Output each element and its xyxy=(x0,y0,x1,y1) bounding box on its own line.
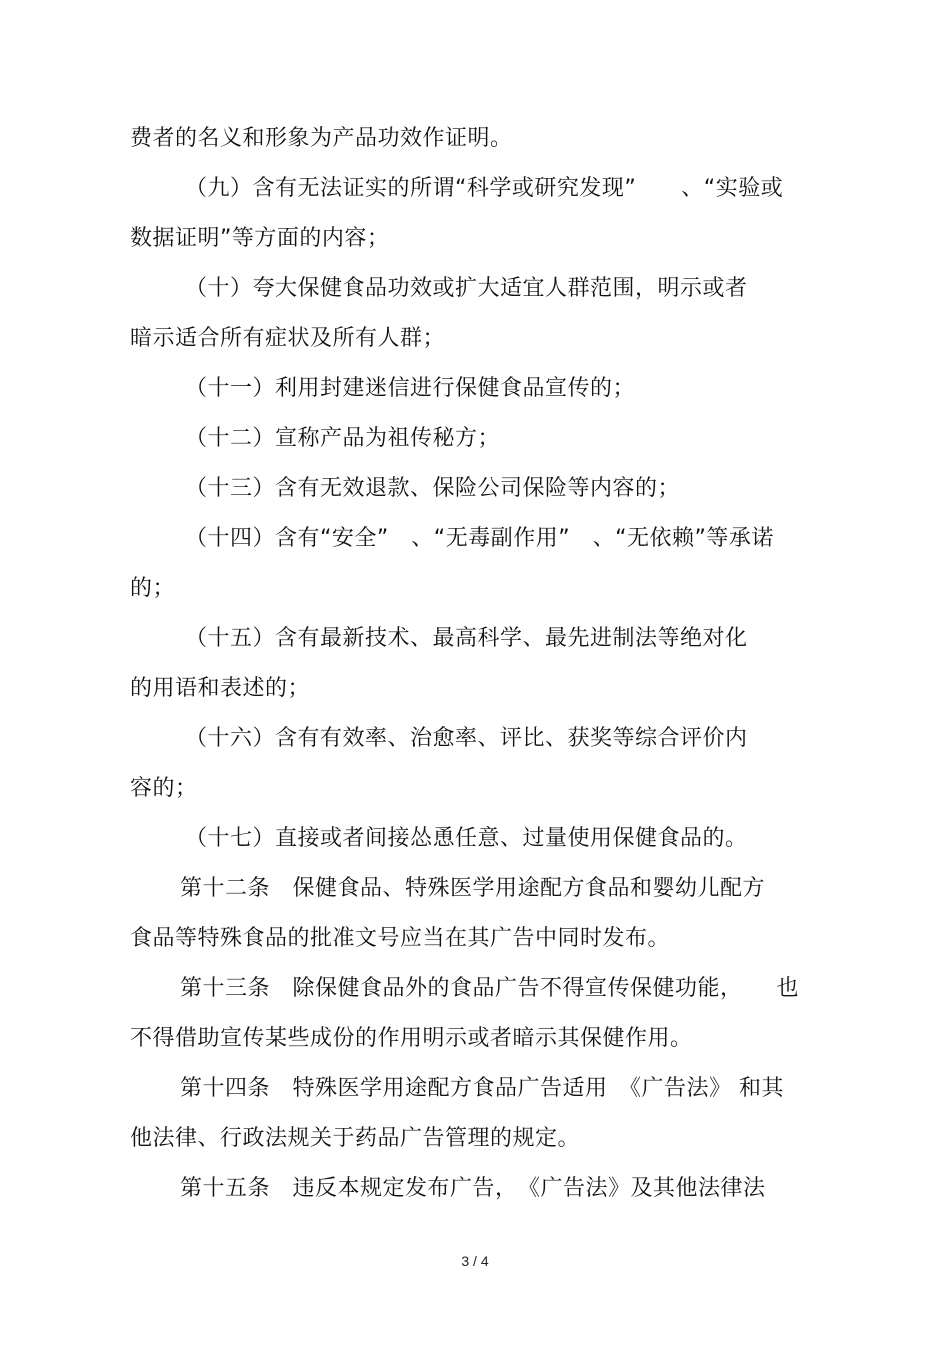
paragraph-line: （十三）含有无效退款、保险公司保险等内容的； xyxy=(185,476,681,501)
paragraph-line: 容的； xyxy=(130,776,198,801)
paragraph-line: 暗示适合所有症状及所有人群； xyxy=(130,326,446,351)
paragraph-line: （九）含有无法证实的所谓“科学或研究发现” 、“实验或 xyxy=(185,176,784,201)
paragraph-line: （十五）含有最新技术、最高科学、最先进制法等绝对化 xyxy=(185,626,748,651)
article-line: 第十五条 违反本规定发布广告， 《广告法》及其他法律法 xyxy=(180,1176,766,1201)
paragraph-line: 的； xyxy=(130,576,176,601)
paragraph-line: 的用语和表述的； xyxy=(130,676,311,701)
article-line: 第十二条 保健食品、特殊医学用途配方食品和婴幼儿配方 xyxy=(180,876,766,901)
paragraph-line: （十四）含有“安全” 、“无毒副作用” 、“无依赖”等承诺 xyxy=(185,526,774,551)
article-line: 第十三条 除保健食品外的食品广告不得宣传保健功能， 也 xyxy=(180,976,800,1001)
article-line: 食品等特殊食品的批准文号应当在其广告中同时发布。 xyxy=(130,926,671,951)
article-line: 他法律、行政法规关于药品广告管理的规定。 xyxy=(130,1126,581,1151)
article-line: 不得借助宣传某些成份的作用明示或者暗示其保健作用。 xyxy=(130,1026,693,1051)
paragraph-line: （十六）含有有效率、治愈率、评比、获奖等综合评价内 xyxy=(185,726,748,751)
paragraph-line: 数据证明”等方面的内容； xyxy=(130,226,390,251)
paragraph-line: （十二）宣称产品为祖传秘方； xyxy=(185,426,501,451)
paragraph-line: （十一）利用封建迷信进行保健食品宣传的； xyxy=(185,376,636,401)
paragraph-line: （十七）直接或者间接怂恿任意、过量使用保健食品的。 xyxy=(185,826,748,851)
paragraph-line: 费者的名义和形象为产品功效作证明。 xyxy=(130,126,513,151)
paragraph-line: （十）夸大保健食品功效或扩大适宜人群范围，明示或者 xyxy=(185,276,748,301)
article-line: 第十四条 特殊医学用途配方食品广告适用 《广告法》 和其 xyxy=(180,1076,784,1101)
page-number: 3 / 4 xyxy=(461,1253,489,1269)
